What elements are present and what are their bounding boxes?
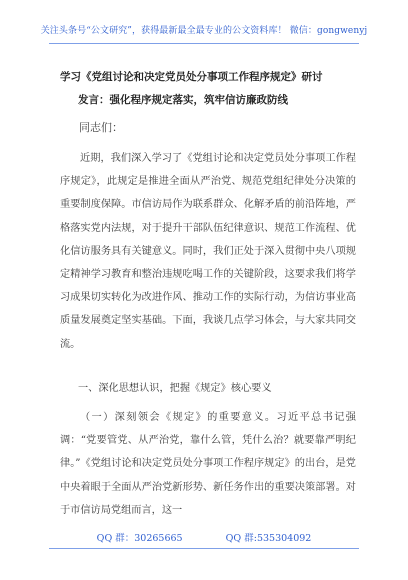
footer-qq-group-1: QQ 群：30265665 <box>96 533 183 544</box>
header-divider <box>49 43 359 44</box>
body-paragraph-1: 近期，我们深入学习了《党组讨论和决定党员处分事项工作程序规定》，此规定是推进全面从严治党、规范党组纪律处分决策的重要制度保障。市信访局作为联系群众、化解矛盾的前沿阵地，严格落实党内法规，对于提升干部队伍纪律意识、规范工作流程、优化信访服务具有关键意义。同时，我们正处于深入贯彻中央八项规定精神学习教育和整治违规吃喝工作的关键阶段，这要求我们将学习成果切实转化为改进作风、推动工作的实际行动，为信访事业高质量发展奠定坚实基础。下面，我谈几点学习体会，与大家共同交流。 <box>60 153 356 350</box>
footer-qq-group-2: QQ 群:535304092 <box>225 533 312 544</box>
footer-contact <box>0 530 408 544</box>
document-title <box>60 66 360 112</box>
section-heading-1: 一、深化思想认识，把握《规定》核心要义 <box>78 383 272 394</box>
header-banner: 关注头条号“公文研究”，获得最新最全最专业的公文资料库！ 微信：gongwenyj <box>40 26 368 36</box>
title-line-1: 学习《党组讨论和决定党员处分事项工作程序规定》研讨 <box>60 71 323 83</box>
title-line-2: 发言：强化程序规定落实，筑牢信访廉政防线 <box>78 94 288 106</box>
greeting: 同志们： <box>79 121 123 134</box>
body-paragraph-2: （一）深刻领会《规定》的重要意义。习近平总书记强调：“党要管党、从严治党，靠什么管，凭什么治？就要靠严明纪律。”《党组讨论和决定党员处分事项工作程序规定》的出台，是党中央着眼于全面从严治党新形势、新任务作出的重要决策部署。对于市信访局党组而言，这一 <box>60 412 356 516</box>
footer-divider <box>49 548 359 549</box>
